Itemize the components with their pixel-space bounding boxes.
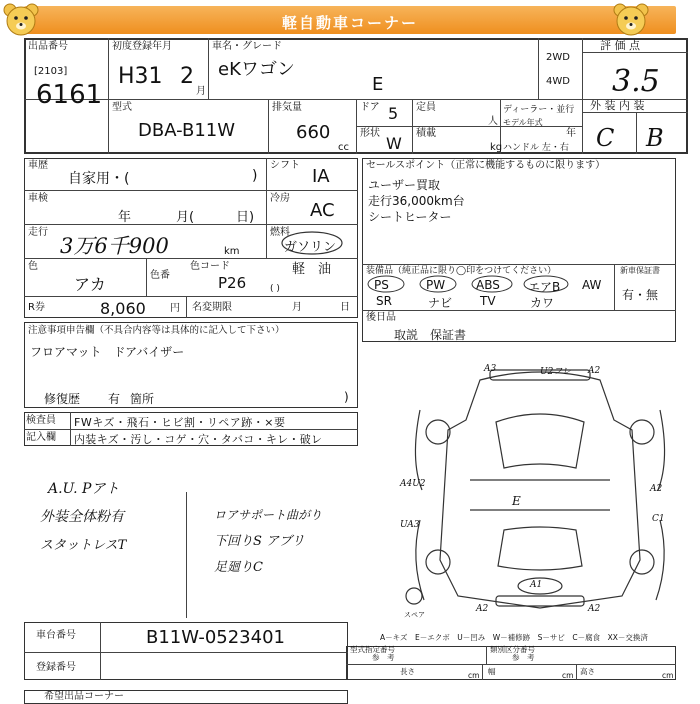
bear-mascot-icon [2,2,40,38]
name-change-month: 月 [292,302,302,313]
preferred-corner-label: 希望出品コーナー [44,691,124,702]
dealer-label: ディーラー・並行 [503,105,575,115]
equip-airbag: エアB [528,280,561,294]
shift-label: シフト [270,160,300,171]
doors-value: 5 [388,104,399,123]
warranty-label: 新車保証書 [620,266,660,275]
damage-mark-c1: C1 [652,514,665,524]
equip-navi: ナビ [428,296,453,310]
damage-mark-ua3: UA3 [400,520,420,530]
cm-unit: cm [468,671,480,680]
repair-history-label: 修復歴 [44,392,81,406]
cert-number-label: 型式指定番号 [350,645,395,654]
sales-line-1: ユーザー買取 [368,178,441,192]
drive-4wd: 4WD [546,76,570,87]
shape-label: 形状 [360,128,380,139]
yen-unit: 円 [170,303,180,314]
cm-unit: cm [562,671,574,680]
color-code-value: P26 [218,274,247,292]
mileage-label: 走行 [28,227,48,238]
color-code-label: 色コード [190,261,230,272]
warranty-value: 有・無 [622,288,659,302]
registration-number-label: 登録番号 [36,662,76,673]
capacity-unit: 人 [488,116,498,127]
name-change-label: 名変期限 [192,302,232,313]
recycle-value: 8,060 [100,299,146,318]
fuel-diesel: 軽 油 [292,262,332,277]
score-label: 評 価 点 [600,39,640,52]
lot-sub-code: [2103] [34,66,68,77]
color-no-label: 色番 [150,270,170,281]
height-label: 高さ [580,667,595,676]
equip-ps: PS [374,278,389,292]
capacity-label: 定員 [416,102,436,113]
recycle-label: R券 [28,302,45,313]
exterior-grade: C [596,124,615,152]
inspection-month: 月( [176,210,195,225]
inspector-note-2: 外装全体粉有 [40,509,124,525]
shift-value: IA [312,166,330,187]
equipment-label: 装備品（純正品に限り◯印をつけてください） [366,266,557,276]
damage-mark-a3-top: A3 [484,364,497,374]
equipment-circle-marks [362,274,612,294]
chassis-number: B11W-0523401 [146,627,285,648]
inspection-label: 車検 [28,193,48,204]
fuel-label: 燃料 [270,227,290,238]
color-value: アカ [74,275,106,294]
lot-number-label: 出品番号 [28,41,68,52]
color-label: 色 [28,261,38,272]
shape-value: W [386,134,402,153]
damage-mark-a2-bl: A2 [476,604,489,614]
equip-aw: AW [582,278,602,292]
header-banner [24,6,676,34]
damage-mark-a1: A1 [530,580,543,590]
model-grade-label: 車名・グレード [212,41,282,52]
handle-label: ハンドル 左・右 [503,143,569,153]
lot-number: 6161 [36,80,103,110]
mileage-value: 3万6千900 [60,234,169,258]
drive-2wd: 2WD [546,52,570,63]
registration-era: H31 [118,64,163,89]
inspector-label: 検査員 [26,415,56,426]
km-unit: km [224,246,240,257]
name-change-day: 日 [340,302,350,313]
inspection-day: 日) [236,210,255,225]
legend-row-interior: 内装キズ・汚し・コゲ・穴・タバコ・キレ・破レ [74,433,323,446]
category-number-label: 類別区分番号 [490,645,535,654]
category-sub: 参 考 [512,653,535,662]
year-unit: 年 [566,128,576,139]
ac-label: 冷房 [270,193,290,204]
interior-grade: B [646,124,664,152]
cc-unit: cc [338,142,349,153]
displacement-label: 排気量 [272,102,302,113]
damage-mark-u2: U2フレ [540,367,571,377]
bear-mascot-icon [612,2,650,38]
history-close: ) [252,168,258,184]
damage-mark-a2-top: A2 [588,366,601,376]
page-title: 軽自動車コーナー [281,14,418,32]
first-registration-label: 初度登録年月 [112,41,172,52]
repair-history-value: 有 [108,392,121,406]
fuel-other: ( ) [270,284,280,294]
damage-legend: A－キズ E－エクボ U－凹み W－補修跡 S－サビ C－腐食 XX－交換済 [380,633,648,642]
equip-sr: SR [376,294,392,308]
damage-mark-a2-br: A2 [588,604,601,614]
inspector-note-1: A.U. Pアト [48,481,120,497]
cert-sub: 参 考 [372,653,395,662]
ac-value: AC [310,200,335,221]
equip-tv: TV [480,294,496,308]
history-value: 自家用・( [68,171,130,187]
score-value: 3.5 [612,64,660,99]
inspection-year: 年 [118,210,132,225]
length-label: 長さ [400,667,415,676]
entry-label: 記入欄 [26,432,56,443]
type-label: 型式 [112,102,132,113]
width-label: 幅 [488,667,496,676]
spare-label: スペア [404,611,425,619]
ext-int-label: 外 装 内 装 [590,99,645,112]
legend-row-exterior: FWキズ・飛石・ヒビ割・リペア跡・×要 [74,416,286,429]
registration-month: 2 [180,64,194,89]
sales-line-3: シートヒーター [368,210,452,224]
after-items-value: 取説 保証書 [394,328,467,342]
model-name: eKワゴン [218,59,295,80]
sales-point-label: セールスポイント（正常に機能するものに限ります） [366,160,606,171]
type-value: DBA-B11W [138,120,236,141]
doors-label: ドア [360,102,380,113]
grade-value: E [372,74,384,95]
history-label: 車歴 [28,160,48,171]
damage-mark-a2-right: A2 [650,484,663,494]
after-items-label: 後日品 [366,312,396,323]
kg-unit: kg [490,142,503,153]
damage-mark-a4u2: A4U2 [400,479,426,489]
inspector-note-right-3: 足廻りC [214,560,263,575]
model-year-label: モデル年式 [503,118,543,127]
equip-abs: ABS [476,278,500,292]
load-label: 積載 [416,128,436,139]
equip-leather: カワ [530,296,555,310]
displacement-value: 660 [296,122,331,143]
repair-close: ) [344,390,349,404]
damage-mark-e: E [512,494,521,508]
chassis-label: 車台番号 [36,630,76,641]
month-unit: 月 [196,86,206,97]
equip-pw: PW [426,278,446,292]
inspector-note-right-2: 下回りS アブリ [214,534,305,549]
notes-line-1: フロアマット ドアバイザー [30,345,185,359]
inspector-note-3: スタットレスT [40,538,127,553]
sales-line-2: 走行36,000km台 [368,194,465,208]
repair-place: 箇所 [130,392,155,406]
fuel-gasoline: ガソリン [284,240,337,255]
inspector-note-right-1: ロアサポート曲がり [214,508,323,522]
fuel-circle-mark [280,230,344,256]
notes-label: 注意事項申告欄（不具合内容等は具体的に記入して下さい） [28,325,285,336]
cm-unit: cm [662,671,674,680]
